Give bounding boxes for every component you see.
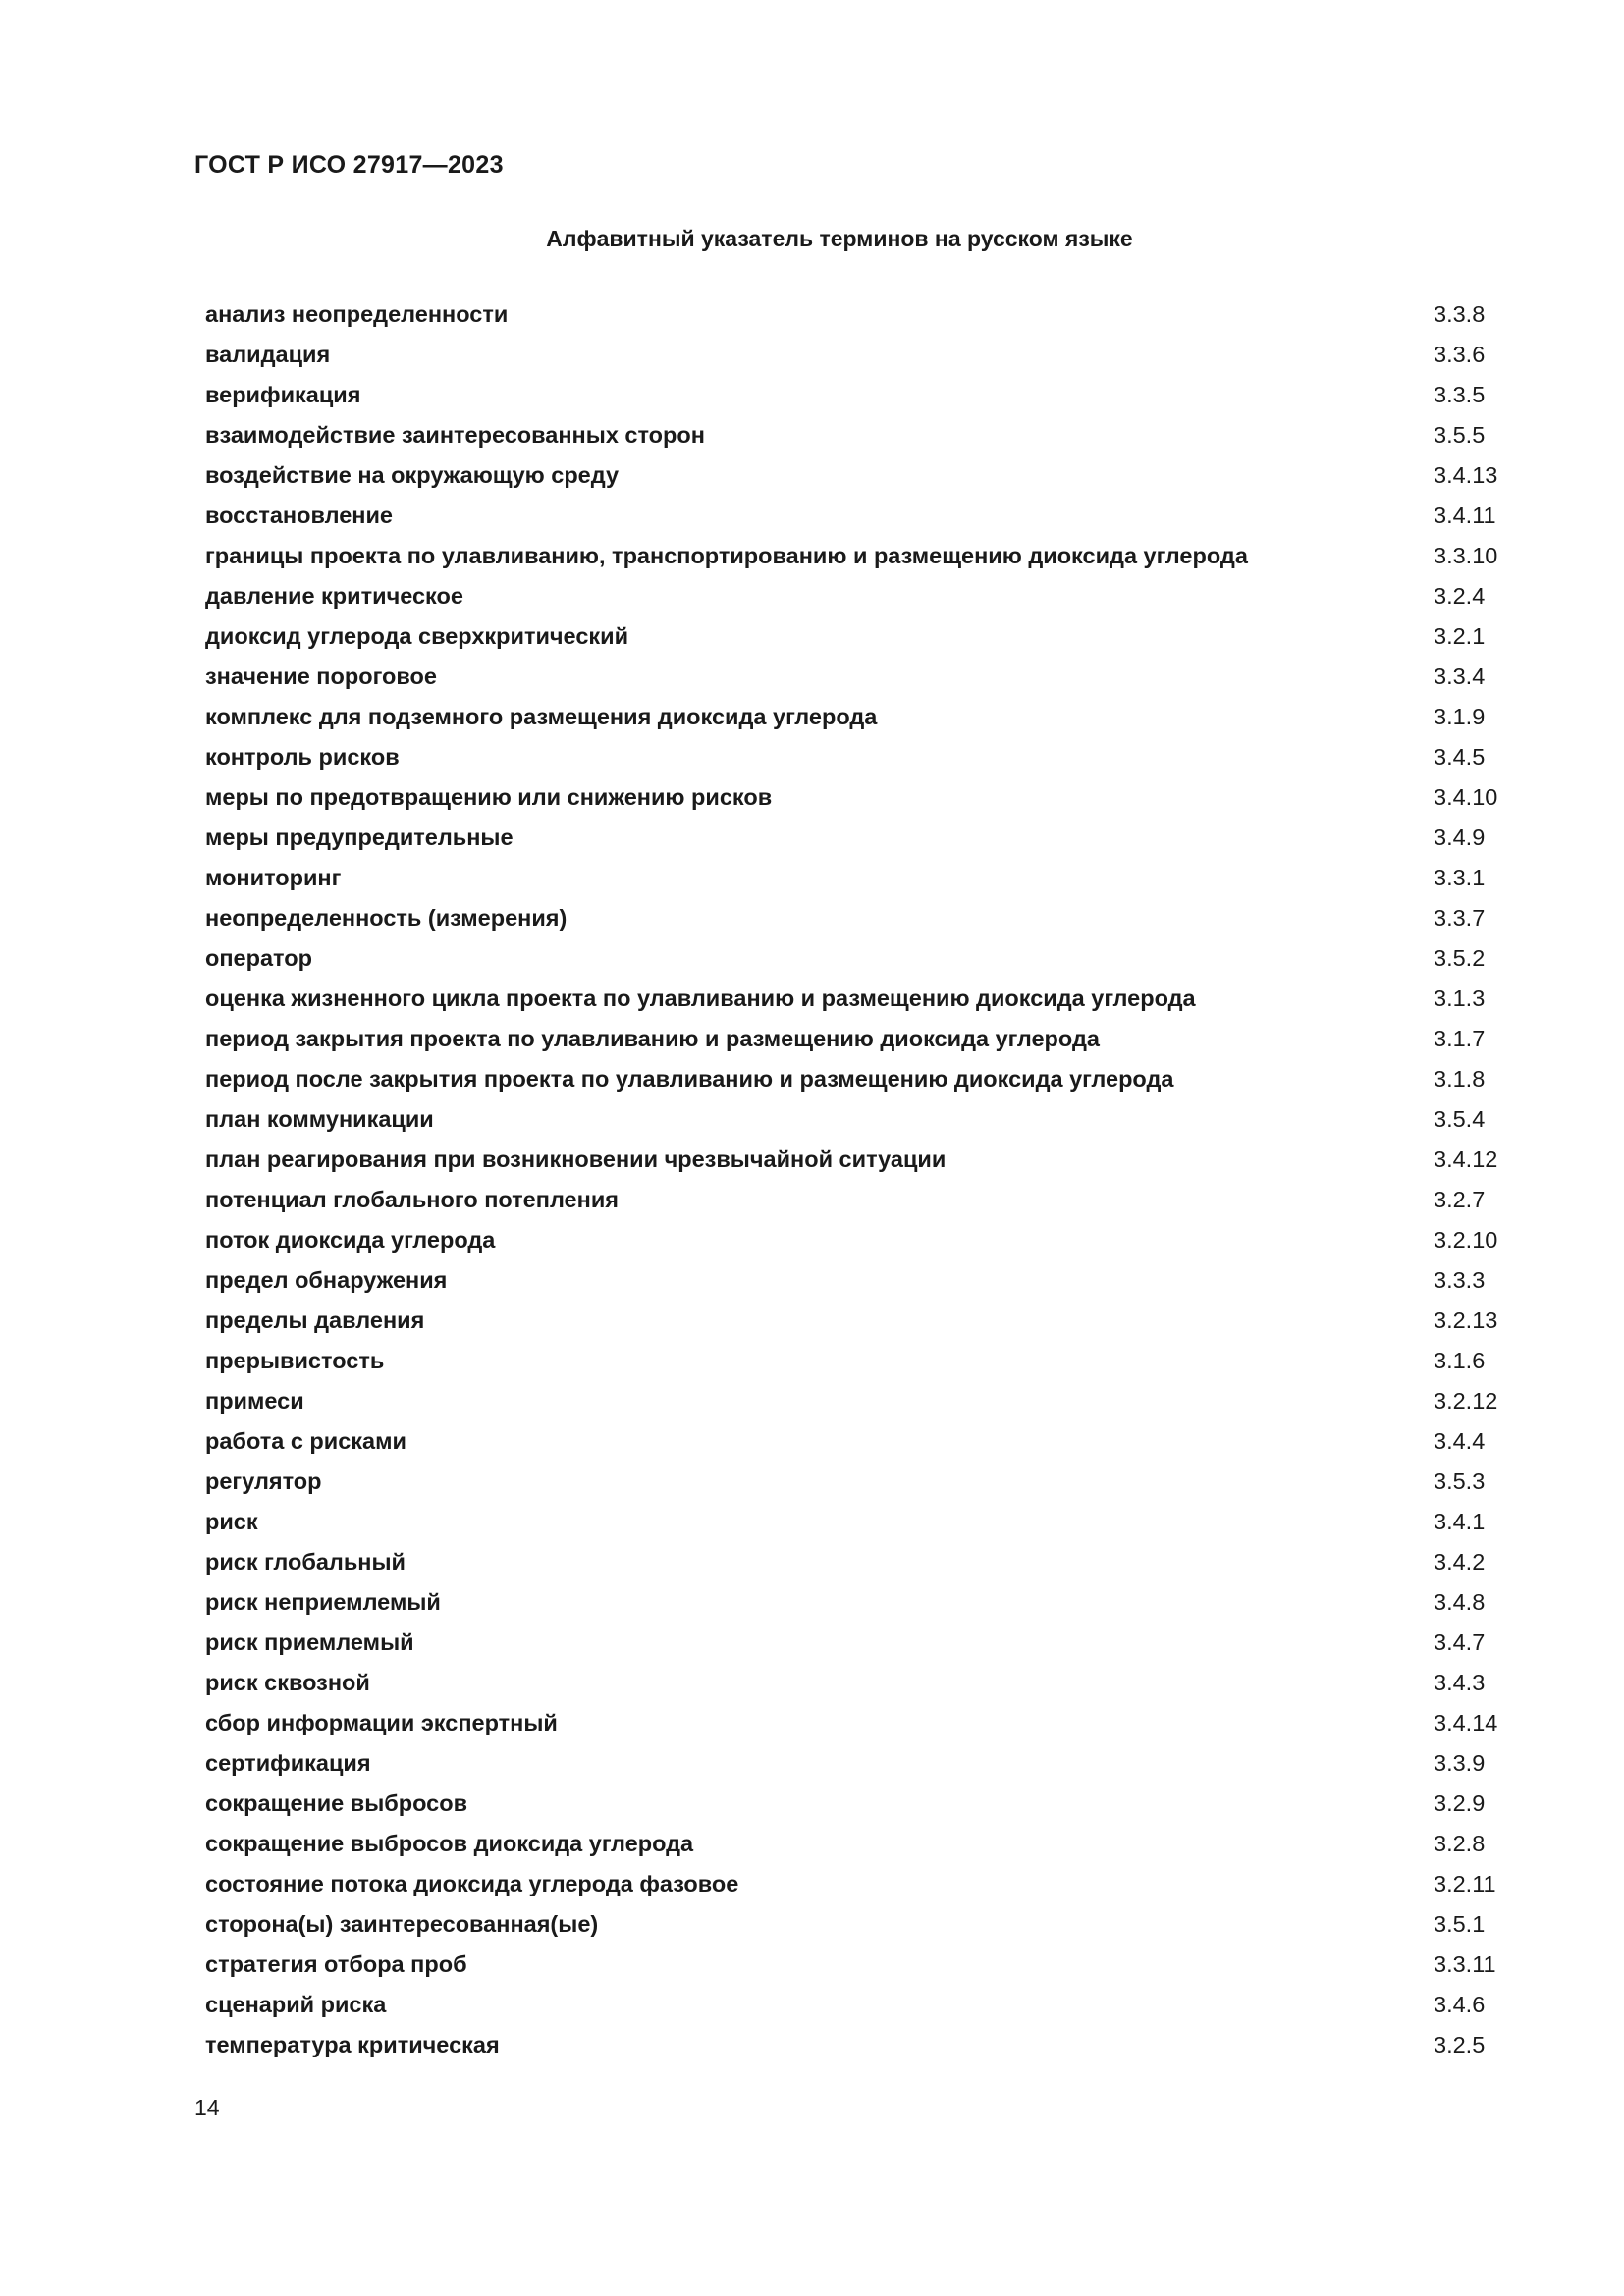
index-term-reference: 3.3.1	[1434, 865, 1486, 890]
index-entry	[205, 498, 1496, 538]
index-term: стратегия отбора проб	[205, 1951, 467, 1977]
index-entry	[205, 1061, 1486, 1101]
index-term: план реагирования при возникновении чрезвычайной ситуации	[205, 1147, 947, 1172]
index-term-reference: 3.5.1	[1434, 1911, 1486, 1937]
index-term-reference: 3.1.3	[1434, 986, 1486, 1011]
index-term: валидация	[205, 342, 331, 367]
index-entry	[205, 618, 1486, 659]
index-title-text: Алфавитный указатель терминов на русском языке	[546, 226, 1133, 251]
index-term-reference: 3.3.5	[1434, 382, 1486, 407]
index-term: период после закрытия проекта по улавливанию и размещению диоксида углерода	[205, 1066, 1174, 1092]
index-term-reference: 3.4.6	[1434, 1992, 1486, 2017]
index-term-reference: 3.5.4	[1434, 1106, 1486, 1132]
index-term-reference: 3.4.2	[1434, 1549, 1486, 1575]
index-entry	[205, 1866, 1496, 1906]
index-term: восстановление	[205, 503, 393, 528]
index-entry	[205, 1665, 1486, 1705]
index-term-reference: 3.4.7	[1434, 1629, 1486, 1655]
index-term-reference: 3.1.9	[1434, 704, 1486, 729]
index-term: оценка жизненного цикла проекта по улавливанию и размещению диоксида углерода	[205, 986, 1196, 1011]
index-term-reference: 3.4.14	[1434, 1710, 1498, 1735]
index-term: комплекс для подземного размещения диоксида углерода	[205, 704, 878, 729]
index-term: примеси	[205, 1388, 304, 1414]
index-term: температура критическая	[205, 2032, 500, 2057]
index-term-reference: 3.2.12	[1434, 1388, 1498, 1414]
index-term: сертификация	[205, 1750, 371, 1776]
index-term-reference: 3.4.12	[1434, 1147, 1498, 1172]
index-term: риск сквозной	[205, 1670, 370, 1695]
index-term: регулятор	[205, 1468, 322, 1494]
index-term: поток диоксида углерода	[205, 1227, 496, 1253]
index-term-reference: 3.4.1	[1434, 1509, 1486, 1534]
index-term: значение пороговое	[205, 664, 437, 689]
index-term: давление критическое	[205, 583, 463, 609]
index-term-reference: 3.2.11	[1434, 1871, 1496, 1896]
index-term-reference: 3.2.5	[1434, 2032, 1486, 2057]
index-term-reference: 3.3.9	[1434, 1750, 1486, 1776]
index-term-reference: 3.4.11	[1434, 503, 1496, 528]
index-entry	[205, 1262, 1486, 1303]
index-term: неопределенность (измерения)	[205, 905, 568, 931]
index-entry	[205, 779, 1498, 820]
index-term: состояние потока диоксида углерода фазовое	[205, 1871, 739, 1896]
index-entry	[205, 1423, 1486, 1464]
page-number: 14	[194, 2095, 220, 2120]
index-term-reference: 3.5.5	[1434, 422, 1486, 448]
index-entry	[205, 699, 1486, 739]
index-term: сторона(ы) заинтересованная(ые)	[205, 1911, 599, 1937]
index-term-reference: 3.4.3	[1434, 1670, 1486, 1695]
index-term: потенциал глобального потепления	[205, 1187, 619, 1212]
index-term-reference: 3.4.13	[1434, 462, 1498, 488]
index-term-reference: 3.2.8	[1434, 1831, 1486, 1856]
index-entry	[205, 1504, 1486, 1544]
index-term-reference: 3.2.13	[1434, 1308, 1498, 1333]
index-term: риск	[205, 1509, 258, 1534]
index-term: риск глобальный	[205, 1549, 406, 1575]
index-entry	[205, 1906, 1486, 1947]
index-term: сокращение выбросов диоксида углерода	[205, 1831, 694, 1856]
index-term-reference: 3.1.8	[1434, 1066, 1486, 1092]
index-term: воздействие на окружающую среду	[205, 462, 620, 488]
index-term: границы проекта по улавливанию, транспортированию и размещению диоксида углерода	[205, 543, 1248, 568]
index-entry	[205, 296, 1486, 337]
index-term-reference: 3.4.4	[1434, 1428, 1486, 1454]
index-entry	[205, 739, 1486, 779]
index-entry	[205, 1182, 1486, 1222]
index-term: работа с рисками	[205, 1428, 406, 1454]
index-term: период закрытия проекта по улавливанию и размещению диоксида углерода	[205, 1026, 1100, 1051]
index-entry	[205, 1464, 1486, 1504]
index-entry	[205, 578, 1486, 618]
index-term-reference: 3.5.3	[1434, 1468, 1486, 1494]
index-term-reference: 3.3.11	[1434, 1951, 1496, 1977]
index-term-reference: 3.3.6	[1434, 342, 1486, 367]
index-entry	[205, 1987, 1486, 2027]
index-term: план коммуникации	[205, 1106, 434, 1132]
index-term-reference: 3.4.5	[1434, 744, 1486, 770]
index-entry	[205, 1383, 1498, 1423]
index-entry	[205, 820, 1486, 860]
index-term-reference: 3.3.4	[1434, 664, 1486, 689]
index-entry	[205, 940, 1486, 981]
index-entry	[205, 659, 1486, 699]
index-entry	[205, 538, 1498, 578]
index-entry	[205, 417, 1486, 457]
index-entry	[205, 1343, 1486, 1383]
index-term-reference: 3.3.7	[1434, 905, 1486, 931]
index-term-reference: 3.4.8	[1434, 1589, 1486, 1615]
index-entry	[205, 1826, 1486, 1866]
index-entry	[205, 377, 1486, 417]
index-term-reference: 3.1.6	[1434, 1348, 1486, 1373]
index-term-reference: 3.2.1	[1434, 623, 1486, 649]
index-term: сокращение выбросов	[205, 1790, 468, 1816]
index-term: оператор	[205, 945, 312, 971]
document-header: ГОСТ Р ИСО 27917—2023	[194, 151, 504, 179]
index-term: меры по предотвращению или снижению рисков	[205, 784, 773, 810]
index-entry	[205, 457, 1498, 498]
index-term: мониторинг	[205, 865, 342, 890]
index-entry	[205, 1222, 1498, 1262]
index-term: контроль рисков	[205, 744, 400, 770]
index-term-reference: 3.2.7	[1434, 1187, 1486, 1212]
index-term-reference: 3.2.9	[1434, 1790, 1486, 1816]
index-term: взаимодействие заинтересованных сторон	[205, 422, 705, 448]
index-entry	[205, 1947, 1496, 1987]
index-entry	[205, 860, 1486, 900]
index-term: риск приемлемый	[205, 1629, 414, 1655]
index-term: верификация	[205, 382, 361, 407]
index-title	[0, 226, 1624, 252]
index-term: сбор информации экспертный	[205, 1710, 558, 1735]
index-term: меры предупредительные	[205, 825, 514, 850]
index-entry	[205, 1101, 1486, 1142]
index-term: сценарий риска	[205, 1992, 387, 2017]
index-term-reference: 3.5.2	[1434, 945, 1486, 971]
index-entry	[205, 1021, 1486, 1061]
index-term: анализ неопределенности	[205, 301, 509, 327]
index-entry	[205, 900, 1486, 940]
index-term-reference: 3.1.7	[1434, 1026, 1486, 1051]
index-entry	[205, 2027, 1486, 2067]
index-term-reference: 3.2.4	[1434, 583, 1486, 609]
index-entry	[205, 1584, 1486, 1625]
index-term-reference: 3.4.9	[1434, 825, 1486, 850]
index-term-reference: 3.2.10	[1434, 1227, 1498, 1253]
index-entry	[205, 981, 1486, 1021]
index-entry	[205, 1142, 1498, 1182]
index-term: прерывистость	[205, 1348, 385, 1373]
index-term-reference: 3.3.3	[1434, 1267, 1486, 1293]
index-entry	[205, 1705, 1498, 1745]
index-term-reference: 3.3.8	[1434, 301, 1486, 327]
term-index-list	[205, 296, 1498, 2067]
index-term-reference: 3.3.10	[1434, 543, 1498, 568]
index-term: предел обнаружения	[205, 1267, 448, 1293]
index-entry	[205, 1745, 1486, 1786]
index-entry	[205, 1544, 1486, 1584]
index-entry	[205, 1786, 1486, 1826]
index-term: риск неприемлемый	[205, 1589, 441, 1615]
index-entry	[205, 1303, 1498, 1343]
index-term-reference: 3.4.10	[1434, 784, 1498, 810]
index-entry	[205, 1625, 1486, 1665]
index-entry	[205, 337, 1486, 377]
index-term: пределы давления	[205, 1308, 425, 1333]
index-term: диоксид углерода сверхкритический	[205, 623, 629, 649]
